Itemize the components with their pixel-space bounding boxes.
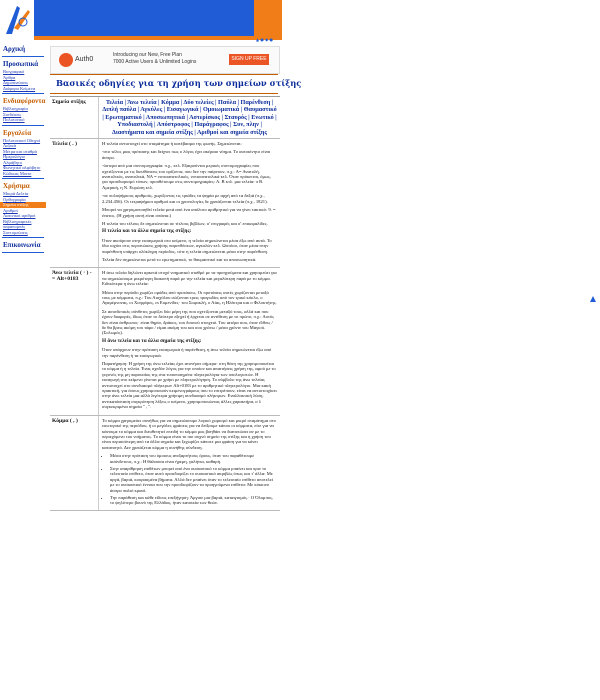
nav-link[interactable]: Ομοιωματικά bbox=[202, 106, 240, 114]
scroll-top-icon[interactable] bbox=[590, 296, 596, 302]
sidebar-divider bbox=[2, 56, 44, 57]
list-item: • Στην απαρίθμηση επιθέτων μπορεί από ένα ουσιαστικό το κόμμα μπαίνει και πριν το τελευταίο επίθετο, όταν αυτό προσδιορίζει το ουσιαστικό ακριβώς όπως και τ' άλλα: Με αργά, βαριά, κουρασμένα βήματα. Αλλά δεν μπαίνει όταν το τελευταίο επίθετο αποτελεί με το ουσιαστικό έννοια που την προσδιορίζουν τα προηγούμενα επίθετα: Με κόκκινο άσπρο παλιό κρασί. bbox=[110, 466, 277, 493]
paragraph: Η άνω τελεία δηλώνει αρκετά στοχό νοηματικό σταθμό με τα προηγούμενα και χρησιμεύει για να σημειώσουμε μικρότερη διακοπή παρά με την τελεία και μεγαλύτερη παρά με το κόμμα. Ειδικότερα η άνω τελεία: bbox=[102, 270, 277, 287]
section-subheading: Η άνω τελεία και τα άλλα σημεία της στίξης: bbox=[102, 337, 202, 344]
sidebar-item[interactable]: Διάφορα Κείμενα bbox=[3, 85, 36, 91]
title-bar bbox=[50, 74, 302, 94]
nav-link[interactable]: Απόστροφος bbox=[156, 121, 190, 129]
nav-separator: | bbox=[123, 99, 128, 106]
logo-icon bbox=[0, 0, 34, 40]
header-banner bbox=[34, 0, 254, 36]
nav-separator: | bbox=[156, 99, 162, 106]
ad-banner[interactable] bbox=[50, 46, 280, 74]
nav-link[interactable]: Συν, πλην bbox=[233, 121, 259, 129]
section-label: Τελεία ( . ) bbox=[50, 139, 99, 267]
nav-separator: | bbox=[141, 113, 146, 121]
sidebar-item[interactable]: Λατινικοί αριθμοί bbox=[3, 213, 36, 218]
section-body bbox=[99, 268, 280, 414]
sidebar-item[interactable]: Βιβλιογραφία bbox=[3, 106, 28, 111]
section-row bbox=[50, 139, 280, 268]
nav-link[interactable]: Διπλή παύλα bbox=[102, 106, 137, 114]
paragraph: Το κόμμα χρησιμεύει συνήθως για να σημειώσουμε λογικό χωρισμό και μικρό σταμάτημα στο εσωτερικό της περιόδου, ή οι μεγάλες φράσεις για να δείξουμε κάπου οι κόμματα, είτε για να κάνουμε το κόμμα και διευθετητεί επειδή το κόμμα μας βοηθάει να διατυπώσει αν με το περιεχόμενο του νοήματος. Το κόμμα είναι το πιο συχνό σημείο της στίξης και η χρήση του είναι περισσότερη από τα άλλα σημεία και ξεχωρίζει κάποτε μια φράση για να κάνει κατανοητό. Δεν χρειάζεται κόμμα η συνήθης σύνδεση. bbox=[102, 417, 276, 450]
header-icons[interactable]: ▲ ● ◆ ● bbox=[256, 37, 273, 42]
paragraph: Όταν υπάρχουν στην πρόταση εισαγωγικά ή παρένθεση, η άνω τελεία σημειώνεται έξω από την παρένθεση ή τα εισαγωγικά. bbox=[102, 347, 272, 358]
page-title: Βασικές οδηγίες για τη χρήση των σημείων στίξης bbox=[56, 78, 302, 88]
section-body bbox=[99, 416, 280, 510]
nav-separator: | bbox=[228, 121, 234, 129]
nav-separator: | bbox=[152, 121, 157, 129]
sidebar-item[interactable]: Φωνητικό αλφάβητο bbox=[3, 165, 41, 170]
sidebar-item[interactable]: Πολυτονικοί Οδηγοί bbox=[3, 137, 41, 143]
nav-link[interactable]: Ενωτικό bbox=[251, 113, 274, 121]
sidebar-heading[interactable]: Εργαλεία bbox=[3, 128, 32, 137]
sidebar-divider bbox=[2, 93, 44, 94]
ad-text bbox=[113, 52, 196, 66]
sidebar-divider bbox=[2, 237, 44, 238]
nav-link[interactable]: Διαστήματα και σημεία στίξης bbox=[112, 128, 193, 136]
sidebar-item[interactable]: Αλφάβητο bbox=[3, 159, 23, 165]
nav-link[interactable]: Σταυρός bbox=[224, 113, 247, 121]
nav-label: Σημεία στίξης bbox=[50, 97, 99, 138]
ad-line-2: 7000 Active Users & Unlimited Logins bbox=[113, 59, 197, 65]
section-row bbox=[50, 268, 280, 415]
bullet-list bbox=[110, 453, 277, 506]
header-strip bbox=[34, 36, 282, 40]
paragraph: -ύστερα από μια συντομογραφία: π.χ., κτλ. Εξαιρούνται μερικές συντομογραφίες που σχετίζονται με τις διευθύνσεις του ορίζοντα, που δεν την παίρνουν, π.χ.: Α= Ανατολή, ανατολικός, ανατολικά, ΝΑ = νοτιοανατολικός, νοτιοανατολικά κτλ. Όταν πρόκειται, όμως, για προσδιορισμό τόπων, προσθέτουμε στις συντομογραφίες: Α. Β κτλ. μια τελεία: π Β. Αμερική, η Ν. Ευρώπη κτλ. bbox=[102, 163, 272, 190]
site-header bbox=[0, 0, 282, 40]
sidebar-item[interactable]: Δημοσιεύσεις bbox=[3, 80, 28, 85]
section-nav bbox=[99, 97, 280, 138]
nav-separator: | bbox=[246, 113, 252, 121]
section-row bbox=[50, 416, 280, 511]
nav-link[interactable]: Παύλα bbox=[218, 99, 237, 106]
nav-link[interactable]: Κόμμα bbox=[161, 99, 180, 106]
nav-separator: | bbox=[189, 121, 195, 129]
nav-separator: | bbox=[198, 106, 203, 114]
sidebar-item[interactable]: Μέτρα και σταθμά bbox=[3, 148, 37, 154]
sidebar-item[interactable]: Βιβλιογραφικές παραπομπές bbox=[3, 218, 32, 229]
sidebar-item[interactable]: Άρθρα bbox=[3, 74, 16, 80]
section-label: Κόμμα ( , ) bbox=[50, 416, 99, 510]
ad-line-1: Introducing our New, Free Plan bbox=[113, 52, 182, 58]
sidebar-divider bbox=[2, 125, 44, 126]
content-table bbox=[50, 96, 280, 511]
sidebar-heading[interactable]: Χρήσιμα bbox=[3, 182, 30, 190]
nav-separator: | bbox=[258, 121, 262, 129]
main-content bbox=[46, 44, 302, 700]
sidebar-heading[interactable]: Επικοινωνία bbox=[3, 241, 41, 249]
paragraph: Σε ασυνδετικές σύνθετες χωρίζει δύο μέρη της που σχετίζονται μεταξύ τους, αλλά και που έχουν διαφορές, ίδιως όταν το δεύτερο εξηγεί ή έρχεται σε αντίθεση με το πρώτο, π.χ.: Αυτός δεν είναι άνθρωπος· είναι θηρίο, δράκος, του δουνού στοιχειό. Του ιατέρα σου, όταν έλθεις / δε θα βρεις ακόμη του τάφο / είμαι ακόμη του και σου χρόνω / μέσα χρόνιν του Μαγιού. (Σολωμός). bbox=[102, 308, 274, 336]
paragraph: Παρατήρηση: Η χρήση της άνω τελείας έχει ατονήσει σήμερα· στη θέση της χρησιμοποιείται το κόμμα ή η τελεία. Ένας σχεδόν λόγος για την οποίον και απαιτήσεις χρήση της, αφού με το γεγονός της μη παρουσίας της στα τυποποιημένα πληκτρολόγια των υπολογιστών. Η εισαγωγή στο κείμενο γίνεται με χρήσι με πληκτρολόγηση. Το σύμβολο της άνω τελείας αντιστοιχεί στο συνδυασμό πλήκτρων Alt+0183 με το αριθμητικό πληκτρολόγιο. Μια κακή πρακτική, για όσους χρησιμοποιούν κειμενογράφους που το επιτρέπουν, είναι να αντιστοιχίσει στην άνω τελεία μια αλλά λιγότερα χρήσιμη συνδυασμό πλήκτρων. Εναλλακτική λύση, αντικατάσταση συγκρότηση λέξεις ο κείμενο, χρησιμοποιώντας άλλες χαρακτήρα, σ λ συγκεκριμένα σημεία " , ". bbox=[102, 361, 277, 410]
nav-link[interactable]: Θαυμαστικό bbox=[243, 106, 277, 114]
sidebar-item[interactable]: Σημεία στίξης bbox=[0, 202, 46, 208]
sidebar-item[interactable]: Λεξικά bbox=[3, 143, 16, 148]
paragraph: Τελεία δεν σημειώνεται μετά το ερωτηματικό, το θαυμαστικό και τα αποσιωπητικά. bbox=[102, 256, 257, 262]
nav-link[interactable]: Ερωτηματικό bbox=[105, 113, 142, 121]
sidebar-item[interactable]: Κώδικας Morse bbox=[3, 170, 32, 176]
nav-link[interactable]: Παρένθεση bbox=[240, 99, 271, 106]
section-body bbox=[99, 139, 280, 267]
nav-separator: | bbox=[179, 99, 184, 106]
sidebar-item[interactable]: Πολυτονικό bbox=[3, 117, 25, 122]
sidebar-heading[interactable]: Ενδιαφέροντα bbox=[3, 97, 46, 105]
sidebar-item[interactable]: Συνδέσεις bbox=[3, 111, 22, 117]
nav-link[interactable]: Υποδιαστολή bbox=[117, 121, 153, 129]
nav-link[interactable]: Αποσιωπητικά bbox=[145, 113, 185, 121]
nav-link[interactable]: Τελεία bbox=[105, 99, 124, 106]
auth0-logo-icon bbox=[59, 53, 73, 67]
sidebar-item[interactable]: Βιογραφικό bbox=[3, 69, 25, 74]
paragraph: Η τελεία του τέλους δε σημειώνεται σε τίτλους βιβλίων, σ' επιγραφές και σ' επικεφαλίδες. bbox=[102, 220, 268, 226]
section-subheading: Η τελεία και τα άλλα σημεία της στίξης: bbox=[102, 228, 192, 235]
paragraph: -σε πολυψήφιους αριθμούς, χωρίζοντας τις τριάδες τα ψηφία με αρχή από τα δεξιά (π.χ., 2.234.456). Οι τετραψήφιοι αριθμοί και οι χρονολογίες δε χρειάζονται τελεία (π.χ., 1821). bbox=[102, 193, 268, 204]
nav-separator: | bbox=[239, 106, 244, 114]
nav-separator: | bbox=[102, 113, 106, 121]
nav-link[interactable]: Δύο τελείες bbox=[183, 99, 214, 106]
nav-link[interactable]: Αγκύλες bbox=[140, 106, 163, 114]
sidebar-heading[interactable]: Προσωπικά bbox=[3, 60, 39, 68]
sidebar-heading[interactable]: Αρχική bbox=[3, 45, 26, 53]
paragraph: Όταν ακούρουν στην εισαγωγικά στο κείμενο, η τελεία σημειώνεται μέσα έξω από αυτά. Το ίδιο ισχύει στις περιπτώσεις χρήσης παρενθέσεων, αγκυλών κτλ. Ωστόσο, όταν μέσα στην παρένθεση υπάρχει ολόκληρη περίοδος, τότε η τελεία σημειώνεται μέσα στην παρένθεση. bbox=[102, 237, 272, 254]
nav-link[interactable]: Άνω τελεία bbox=[127, 99, 157, 106]
nav-row bbox=[50, 97, 280, 139]
paragraph: Η τελεία αντιστοιχεί στο σταμάτημα ή κατέβασμα της φωνής. Σημειώνεται: bbox=[102, 141, 242, 147]
nav-separator: | bbox=[219, 113, 225, 121]
nav-link[interactable]: Αριθμοί και σημεία στίξης bbox=[196, 128, 267, 136]
ad-signup-button[interactable]: SIGN UP FREE bbox=[229, 54, 269, 65]
list-item: • Την παράθεση και κάθε είδους επεξήγηση: Άργισε μια βαριά, καταιγισμός.· Ο Όλυμπος, το ψηλότερο βουνό της Ελλάδας, ήταν κατοικία των θεών. bbox=[110, 495, 277, 506]
sidebar-item[interactable]: Μικρά Δελτία bbox=[3, 191, 29, 196]
header-accent bbox=[254, 0, 282, 36]
nav-separator: | bbox=[270, 99, 274, 106]
nav-link[interactable]: Αστερίσκος bbox=[189, 113, 220, 121]
nav-separator: | bbox=[162, 106, 167, 114]
sidebar-item[interactable]: Αριθμοί bbox=[3, 207, 18, 213]
nav-separator: | bbox=[184, 113, 190, 121]
nav-separator: | bbox=[136, 106, 141, 114]
sidebar-item[interactable]: Συντομεύσεις bbox=[3, 229, 28, 235]
sidebar-item[interactable]: Ορθογραφία bbox=[3, 196, 26, 202]
paragraph: Μέσα στην περίοδο χωρίζει ομάδες από προτάσεις. Οι προτάσεις αυτές χωρίζονται μεταξύ τους με κόμματα, π.χ.: Του Αισχύλου σώζονται τρεις τραγωδίες από τον τρικό κύκλο, ο Αγαμέμνονας, οι Χοηφόρες, οι Ευμενίδες· του Σοφοκλή, ο Αίας, η Ηλέκτρα και ο Φιλοκτήτης. bbox=[102, 289, 277, 306]
list-item: • Μέσα στην πρόταση του όμοιους ανεξαρτήτους όρους, όταν του παραθέτουμε ασύνδετους, π.χ.: Η θάλασσα είναι ήρεμη, γαλήνια, καθαρή. bbox=[110, 453, 277, 464]
nav-link[interactable]: Παράγραφος bbox=[194, 121, 229, 129]
paragraph: Μπορεί να χρησιμοποιηθεί τελεία μετά από ένα απόλυτο αριθμητικό για να γίνει τακτικό: 9. = ένατος. (Η χρήση αυτή είναι σπάνια.) bbox=[102, 207, 276, 218]
nav-separator: | bbox=[213, 99, 219, 106]
sidebar-item[interactable]: Ημερολόγιο bbox=[3, 154, 25, 159]
paragraph: -στο τέλος μιας πρότασης και δείχνει πως ο λόγος έχει ακέραιο νόημα. Το αυτοκίνητο είναι άσπρο. bbox=[102, 149, 271, 160]
sidebar bbox=[0, 44, 46, 700]
section-label: Άνω τελεία ( · ) - = Alt+0183 bbox=[50, 268, 99, 414]
nav-separator: | bbox=[236, 99, 241, 106]
site-logo[interactable] bbox=[0, 0, 35, 40]
sidebar-divider bbox=[2, 178, 44, 179]
nav-link[interactable]: Εισαγωγικά bbox=[166, 106, 199, 114]
nav-separator: | bbox=[192, 128, 197, 136]
sidebar-divider bbox=[2, 252, 44, 253]
ad-logo-text: Auth0 bbox=[75, 56, 94, 63]
nav-separator: | bbox=[273, 113, 277, 121]
